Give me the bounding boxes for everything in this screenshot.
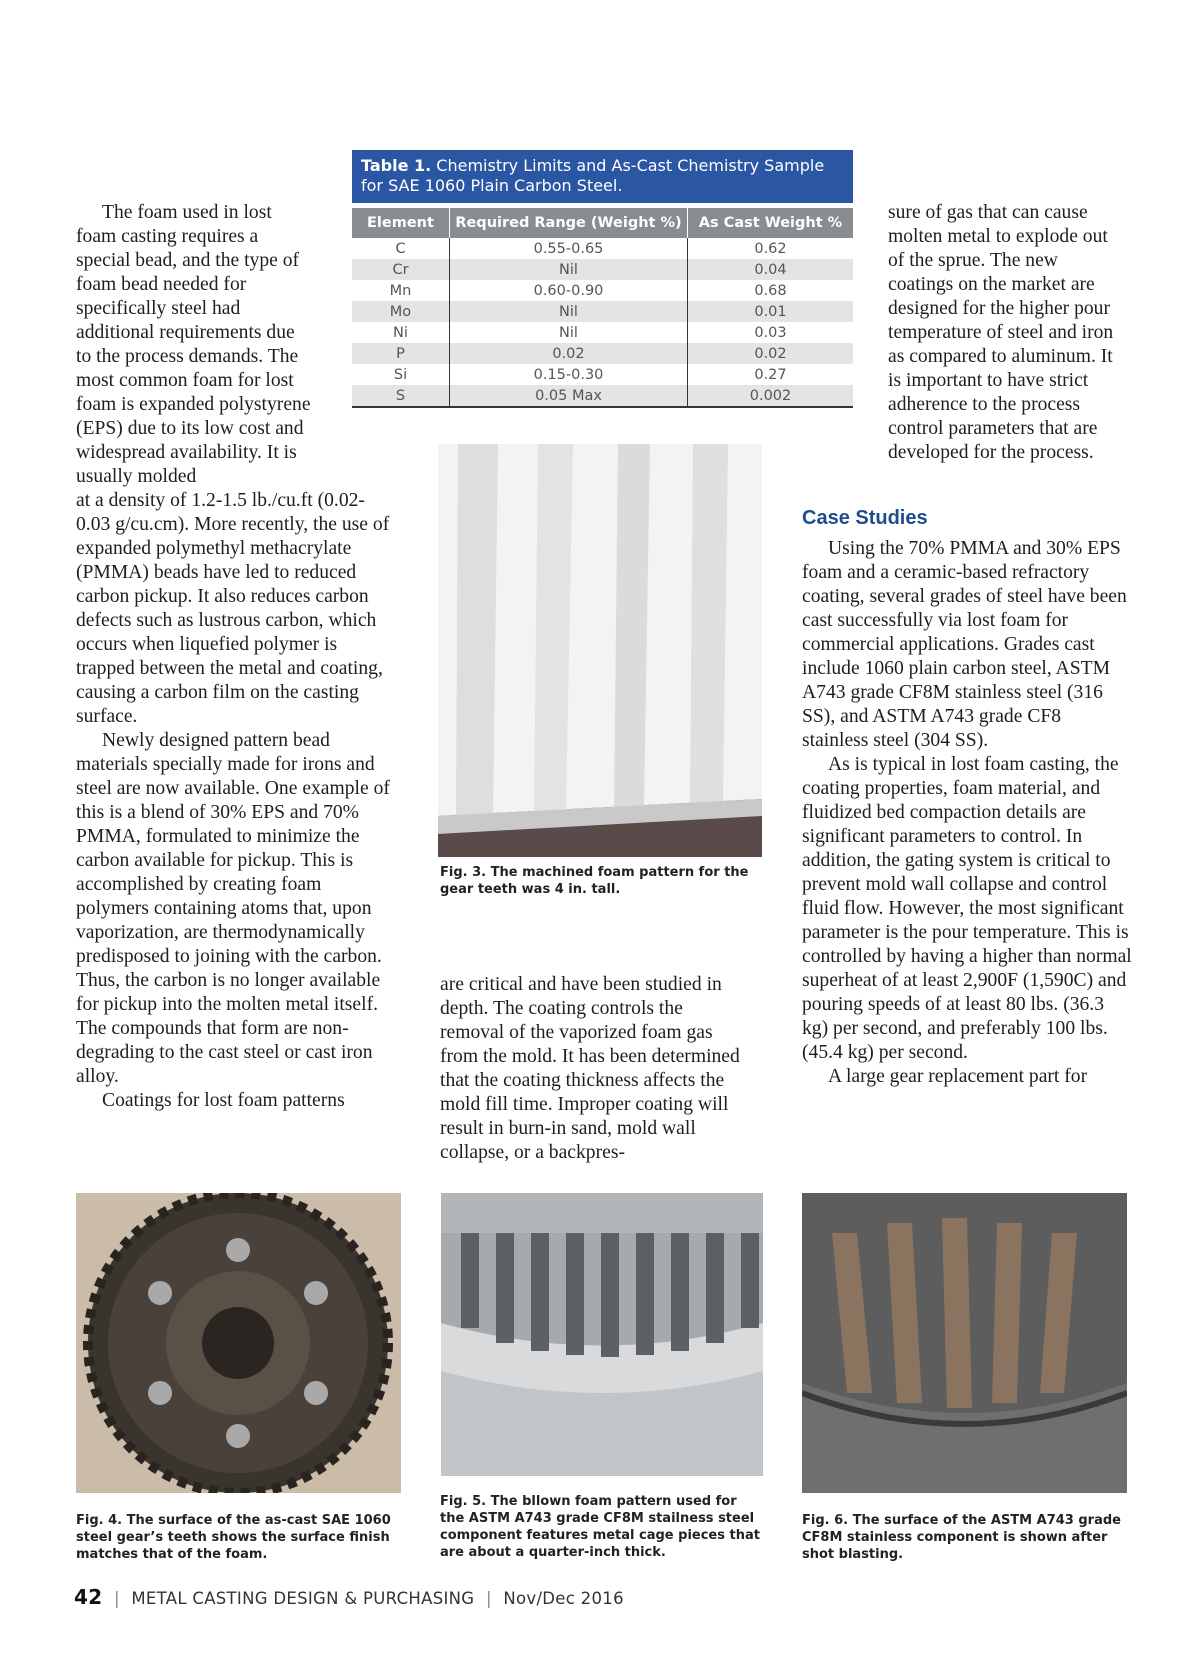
publication-name: METAL CASTING DESIGN & PURCHASING (131, 1589, 475, 1608)
table-cell: P (352, 343, 450, 364)
table-header-row (352, 208, 853, 238)
table-cell: Nil (450, 301, 688, 322)
body-column-right-top (888, 201, 1128, 465)
table-cell: 0.05 Max (450, 385, 688, 407)
fig4-caption: Fig. 4. The surface of the as-cast SAE 1060 steel gear’s teeth shows the surface finish matches that of the foam. (76, 1513, 391, 1562)
fig6-shot-blasted-photo (802, 1193, 1127, 1493)
table-cell: 0.15-0.30 (450, 364, 688, 385)
table-grid (352, 208, 853, 408)
table-cell: Ni (352, 322, 450, 343)
fig4-gear-photo (76, 1193, 401, 1493)
paragraph: Using the 70% PMMA and 30% EPS foam and a ceramic-based refractory coating, several grades of steel have been cast successfully via lost foam for commercial applications. Grades cast include 1060 plain carbon steel, ASTM A743 grade CF8M stainless steel (316 SS), and ASTM A743 grade CF8 stainless steel (304 SS). (802, 538, 1127, 751)
page-number: 42 (74, 1585, 103, 1609)
table-header-cell: As Cast Weight % (688, 208, 854, 238)
body-column-left (76, 201, 396, 1113)
table-row (352, 238, 853, 259)
paragraph-continued: are critical and have been studied in depth. The coating controls the removal of the vaporized foam gas from the mold. It has been determined that the coating thickness affects the mold fill time. Improper coating will result in burn-in sand, mold wall collapse, or a backpres- (440, 974, 740, 1163)
section-heading: Case Studies (802, 507, 928, 529)
table-title-text: Chemistry Limits and As-Cast Chemistry Sample for SAE 1060 Plain Carbon Steel. (361, 156, 825, 195)
table-header-cell: Required Range (Weight %) (450, 208, 688, 238)
table-cell: Nil (450, 322, 688, 343)
fig3-caption: Fig. 3. The machined foam pattern for the gear teeth was 4 in. tall. (440, 865, 749, 897)
paragraph: A large gear replacement part for (828, 1066, 1088, 1087)
table-header-cell: Element (352, 208, 450, 238)
table-cell: Cr (352, 259, 450, 280)
table-cell: 0.03 (754, 324, 787, 341)
table-row (352, 259, 853, 280)
table-cell: Mn (352, 280, 450, 301)
paragraph: As is typical in lost foam casting, the coating properties, foam material, and fluidized bed compaction details are significant parameters to control. In addition, the gating system is critical to prevent mold wall collapse and control fluid flow. However, the most significant parameter is the pour temperature. This is controlled by having a higher than normal superheat of at least 2,900F (1,590C) and pouring speeds of at least 80 lbs. (36.3 kg) per second, and preferably 100 lbs. (45.4 kg) per second. (802, 754, 1132, 1063)
fig5-caption: Fig. 5. The bllown foam pattern used for the ASTM A743 grade CF8M stailness steel component features metal cage pieces that are about a quarter-inch thick. (440, 1494, 760, 1560)
table-row (352, 364, 853, 385)
table-cell: 0.62 (754, 240, 787, 257)
table-row (352, 343, 853, 364)
table-cell: Si (352, 364, 450, 385)
paragraph-continued: sure of gas that can cause molten metal to explode out of the sprue. The new coatings on the market are designed for the higher pour temperature of steel and iron as compared to aluminum. It is important to have strict adherence to the process control parameters that are developed for the process. (888, 202, 1114, 463)
table-cell: 0.04 (688, 259, 854, 280)
table-cell: Nil (450, 259, 688, 280)
body-column-right (802, 537, 1132, 1089)
page-footer (74, 1585, 624, 1609)
foam-cage-illustration (441, 1193, 763, 1476)
table-row (352, 301, 853, 322)
issue-date: Nov/Dec 2016 (503, 1589, 624, 1608)
foam-pattern-illustration (438, 444, 762, 857)
table-title (352, 150, 853, 203)
chemistry-table (352, 150, 853, 408)
table-cell: Mo (352, 301, 450, 322)
footer-separator: | (485, 1589, 492, 1608)
table-cell: 0.01 (688, 301, 854, 322)
footer-separator: | (113, 1589, 120, 1608)
table-row (352, 322, 853, 343)
table-row (352, 385, 853, 407)
table-cell: 0.02 (450, 343, 688, 364)
table-cell: C (352, 238, 450, 259)
table-row (352, 280, 853, 301)
paragraph-continued: at a density of 1.2-1.5 lb./cu.ft (0.02-0.03 g/cu.cm). More recently, the use of expanded polymethyl methacrylate (PMMA) beads have led to reduced carbon pickup. It also reduces carbon defects such as lustrous carbon, which occurs when liquefied polymer is trapped between the metal and coating, causing a carbon film on the casting surface. (76, 490, 390, 727)
table-title-label: Table 1. (361, 156, 432, 175)
table-cell: 0.68 (754, 282, 787, 299)
paragraph: Newly designed pattern bead materials specially made for irons and steel are now available. One example of this is a blend of 30% EPS and 70% PMMA, formulated to minimize the carbon available for pickup. This is accomplished by creating foam polymers containing atoms that, upon vaporization, are thermodynamically predisposed to joining with the carbon. Thus, the carbon is no longer available for pickup into the molten metal itself. The compounds that form are non-degrading to the cast steel or cast iron alloy. (76, 730, 390, 1087)
table-cell: S (352, 385, 450, 407)
table-cell: 0.60-0.90 (450, 280, 688, 301)
table-cell: 0.55-0.65 (450, 238, 688, 259)
paragraph: Coatings for lost foam patterns (102, 1090, 345, 1111)
fig6-caption: Fig. 6. The surface of the ASTM A743 grade CF8M stainless component is shown after shot blasting. (802, 1513, 1121, 1562)
cast-cage-illustration (802, 1193, 1127, 1493)
table-cell: 0.02 (688, 343, 854, 364)
table-cell: 0.002 (688, 385, 854, 407)
gear-illustration (76, 1193, 401, 1493)
fig3-foam-pattern-photo (438, 444, 762, 857)
fig5-foam-cage-photo (441, 1193, 763, 1476)
body-column-middle (440, 973, 750, 1165)
table-cell: 0.27 (754, 366, 787, 383)
paragraph: The foam used in lost foam casting requires a special bead, and the type of foam bead needed for specifically steel had additional requirements due to the process demands. The most common foam for lost foam is expanded polystyrene (EPS) due to its low cost and widespread availability. It is usually molded (76, 202, 311, 487)
